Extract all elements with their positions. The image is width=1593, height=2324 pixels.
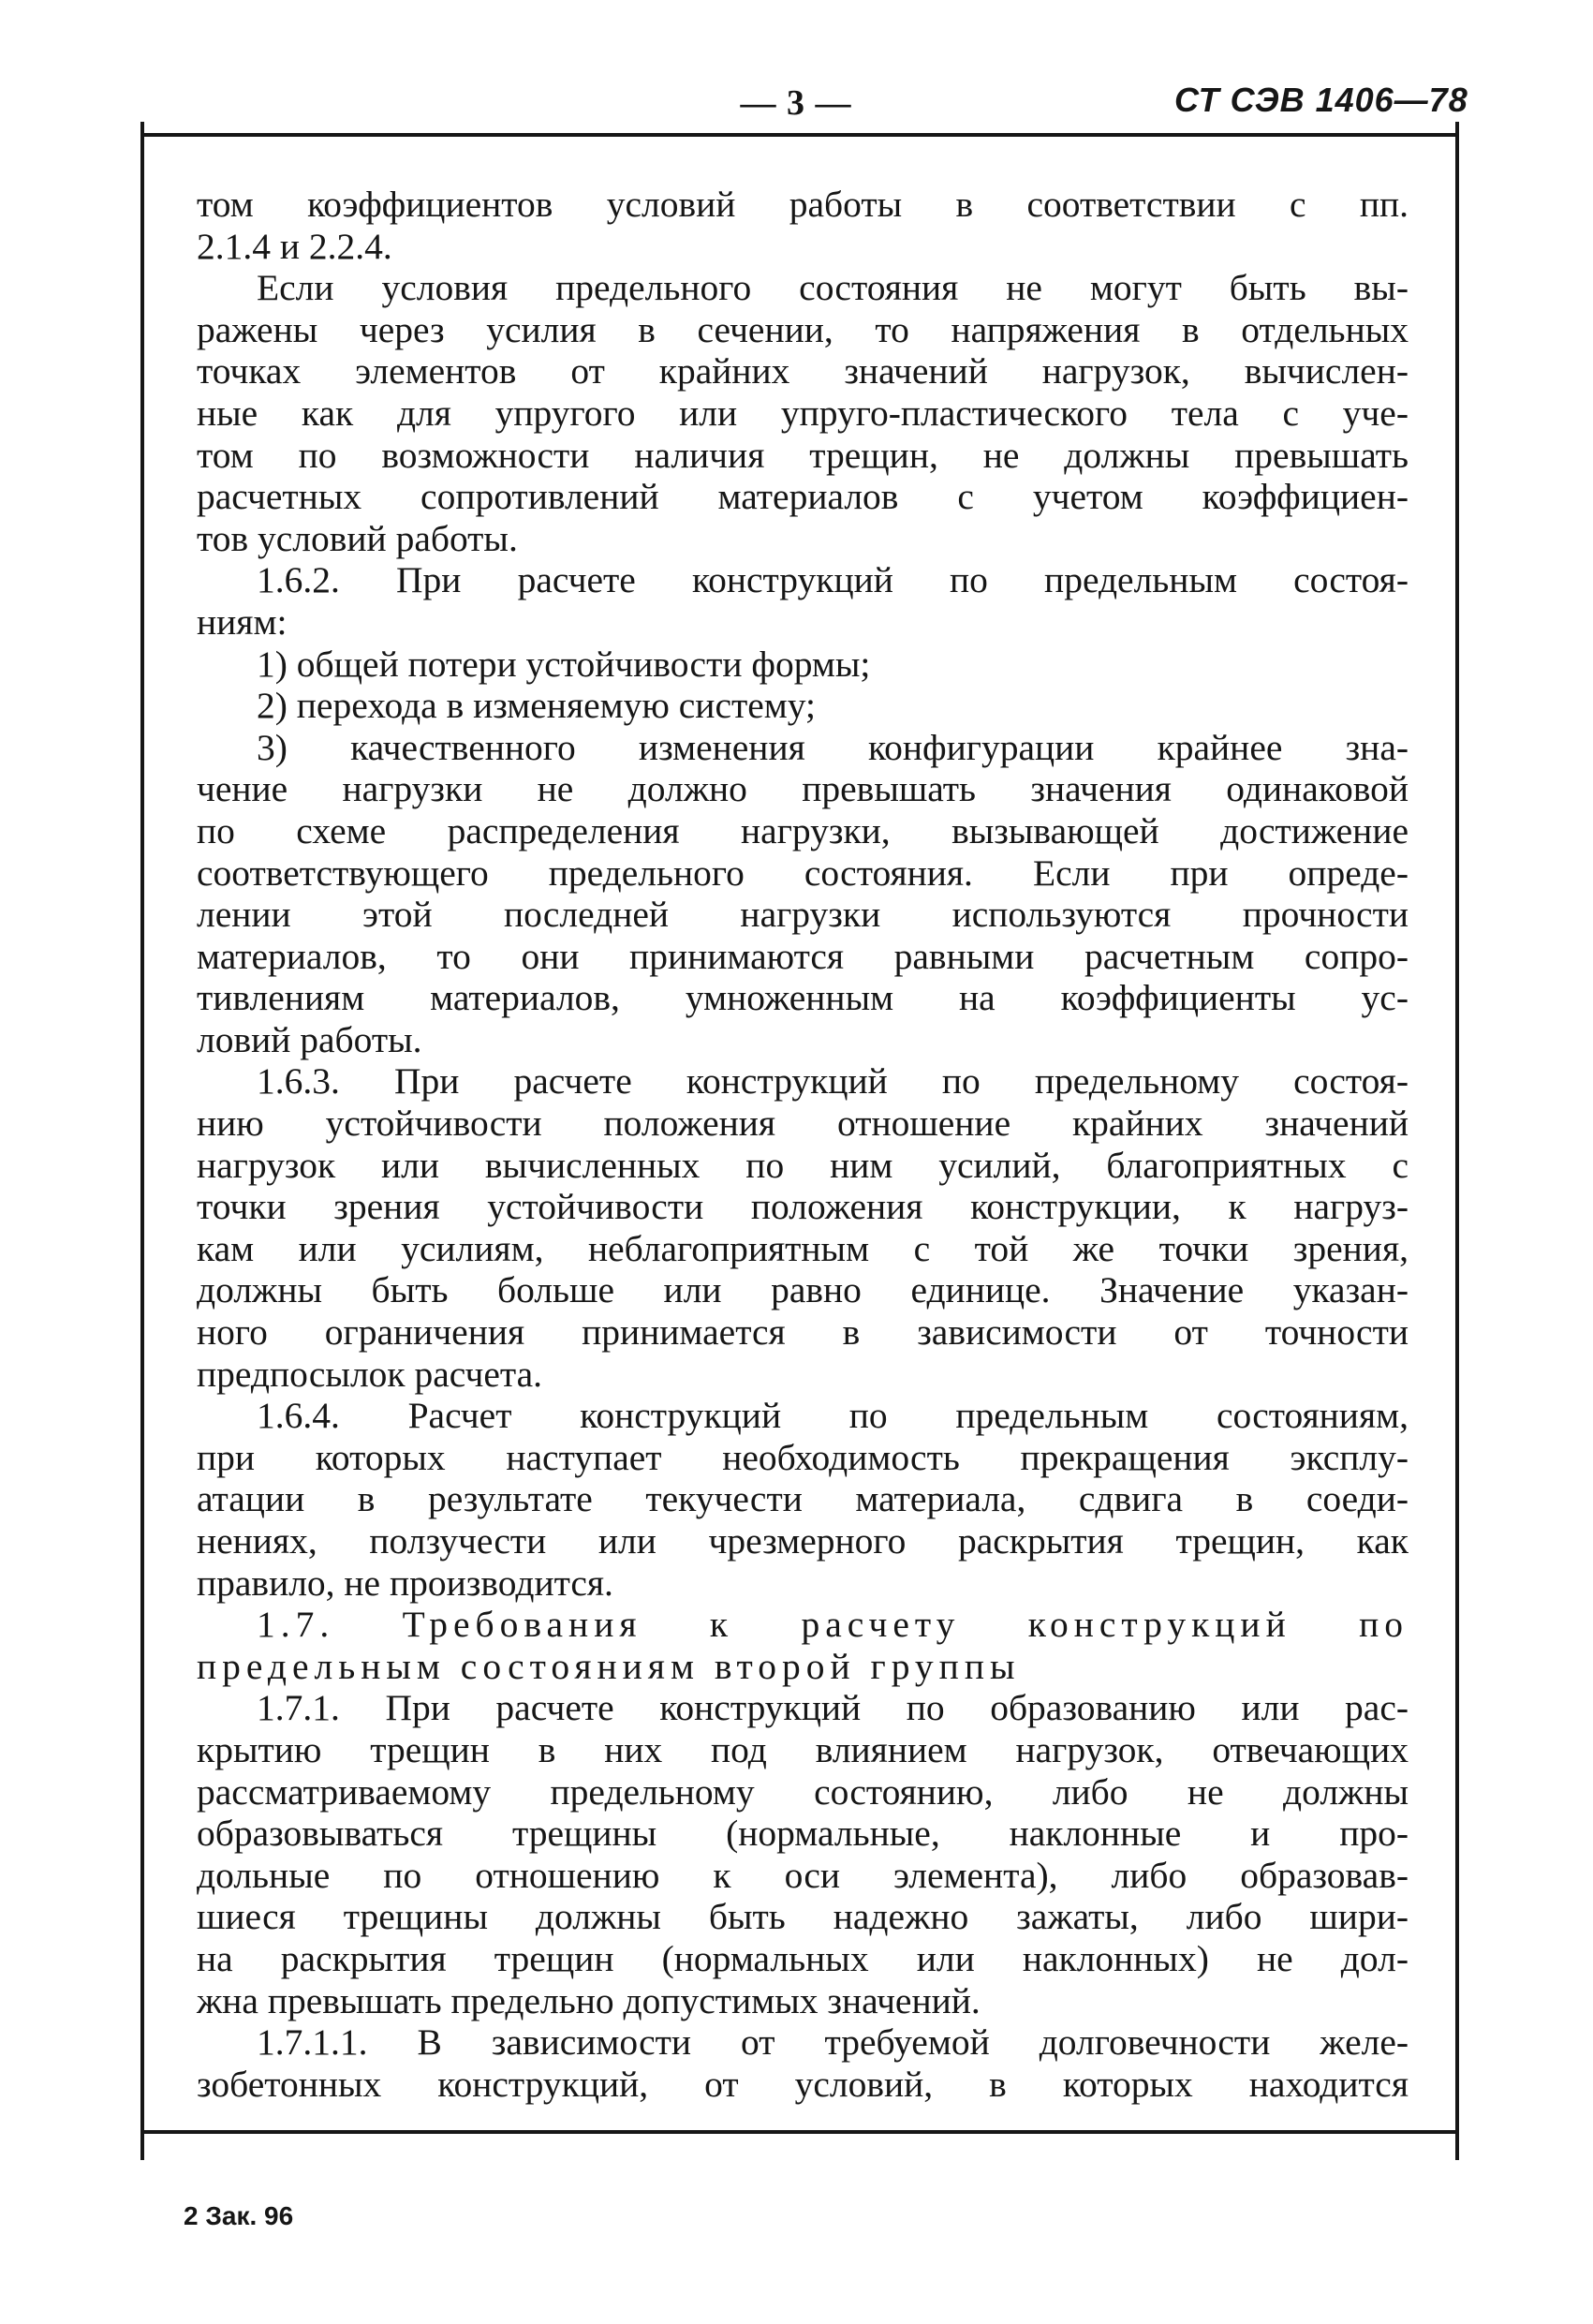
frame-top-rule: [140, 133, 1459, 137]
text-line: точки зрения устойчивости положения конструкции, к нагруз-: [197, 1186, 1409, 1228]
text-line: образовываться трещины (нормальные, наклонные и про-: [197, 1813, 1409, 1855]
text-line: жна превышать предельно допустимых значений.: [197, 1979, 981, 2021]
text-line: 2.1.4 и 2.2.4.: [197, 225, 392, 267]
text-line: том по возможности наличия трещин, не должны превышать: [197, 434, 1409, 476]
text-line: материалов, то они принимаются равными расчетным сопро-: [197, 935, 1409, 977]
text-line: должны быть больше или равно единице. Значение указан-: [197, 1269, 1409, 1311]
page-number: — 3 —: [740, 83, 852, 123]
frame-left-rule: [140, 122, 144, 2160]
standard-code: СТ СЭВ 1406—78: [1174, 81, 1468, 119]
text-line: тивлениям материалов, умноженным на коэффициенты ус-: [197, 977, 1409, 1019]
text-line: Если условия предельного состояния не могут быть вы-: [257, 267, 1409, 309]
text-line: нениях, ползучести или чрезмерного раскрытия трещин, как: [197, 1520, 1409, 1562]
text-line: нагрузок или вычисленных по ним усилий, благоприятных с: [197, 1144, 1409, 1186]
text-line: точках элементов от крайних значений нагрузок, вычислен-: [197, 350, 1409, 392]
text-line: при которых наступает необходимость прекращения эксплу-: [197, 1436, 1409, 1478]
text-line: на раскрытия трещин (нормальных или наклонных) не дол-: [197, 1937, 1409, 1979]
text-line: атации в результате текучести материала, сдвига в соеди-: [197, 1478, 1409, 1520]
text-line: ные как для упругого или упруго-пластического тела с уче-: [197, 392, 1409, 434]
text-line: рассматриваемому предельному состоянию, либо не должны: [197, 1770, 1409, 1813]
text-line: расчетных сопротивлений материалов с учетом коэффициен-: [197, 476, 1409, 518]
text-line: 1.7.1. При расчете конструкций по образованию или рас-: [257, 1687, 1409, 1729]
frame-right-rule: [1455, 122, 1459, 2160]
body-text: [197, 184, 1409, 2105]
text-line: ниям:: [197, 600, 288, 643]
text-line: ражены через усилия в сечении, то напряжения в отдельных: [197, 308, 1409, 350]
text-line: правило, не производится.: [197, 1562, 613, 1604]
frame-bottom-rule: [140, 2130, 1459, 2134]
text-line: шиеся трещины должны быть надежно зажаты, либо шири-: [197, 1896, 1409, 1938]
section-heading: 1.7. Требования к расчету конструкций по: [257, 1604, 1409, 1646]
text-line: тов условий работы.: [197, 517, 518, 559]
text-line: соответствующего предельного состояния. Если при опреде-: [197, 851, 1409, 894]
text-line: том коэффициентов условий работы в соответствии с пп.: [197, 184, 1409, 225]
text-line: ловий работы.: [197, 1018, 422, 1060]
list-item: 1) общей потери устойчивости формы;: [257, 643, 871, 685]
list-item: 3) качественного изменения конфигурации крайнее зна-: [257, 726, 1409, 768]
text-line: дольные по отношению к оси элемента), либо образовав-: [197, 1854, 1409, 1896]
text-line: 1.6.2. При расчете конструкций по предельным состоя-: [257, 559, 1409, 601]
section-heading: предельным состояниям второй группы: [197, 1645, 1021, 1687]
footer-note: 2 Зак. 96: [184, 2201, 294, 2230]
text-line: зобетонных конструкций, от условий, в которых находится: [197, 2063, 1409, 2105]
text-line: предпосылок расчета.: [197, 1353, 543, 1395]
text-line: 1.6.4. Расчет конструкций по предельным состояниям,: [257, 1395, 1409, 1437]
text-line: ного ограничения принимается в зависимости от точности: [197, 1311, 1409, 1354]
text-line: кам или усилиям, неблагоприятным с той же точки зрения,: [197, 1227, 1409, 1269]
text-line: чение нагрузки не должно превышать значения одинаковой: [197, 768, 1409, 810]
text-line: по схеме распределения нагрузки, вызывающей достижение: [197, 809, 1409, 851]
text-line: 1.6.3. При расчете конструкций по предельному состоя-: [257, 1060, 1409, 1103]
text-line: лении этой последней нагрузки используются прочности: [197, 894, 1409, 936]
text-line: 1.7.1.1. В зависимости от требуемой долговечности желе-: [257, 2021, 1409, 2064]
list-item: 2) перехода в изменяемую систему;: [257, 685, 816, 727]
text-line: крытию трещин в них под влиянием нагрузок, отвечающих: [197, 1728, 1409, 1770]
text-line: нию устойчивости положения отношение крайних значений: [197, 1103, 1409, 1145]
